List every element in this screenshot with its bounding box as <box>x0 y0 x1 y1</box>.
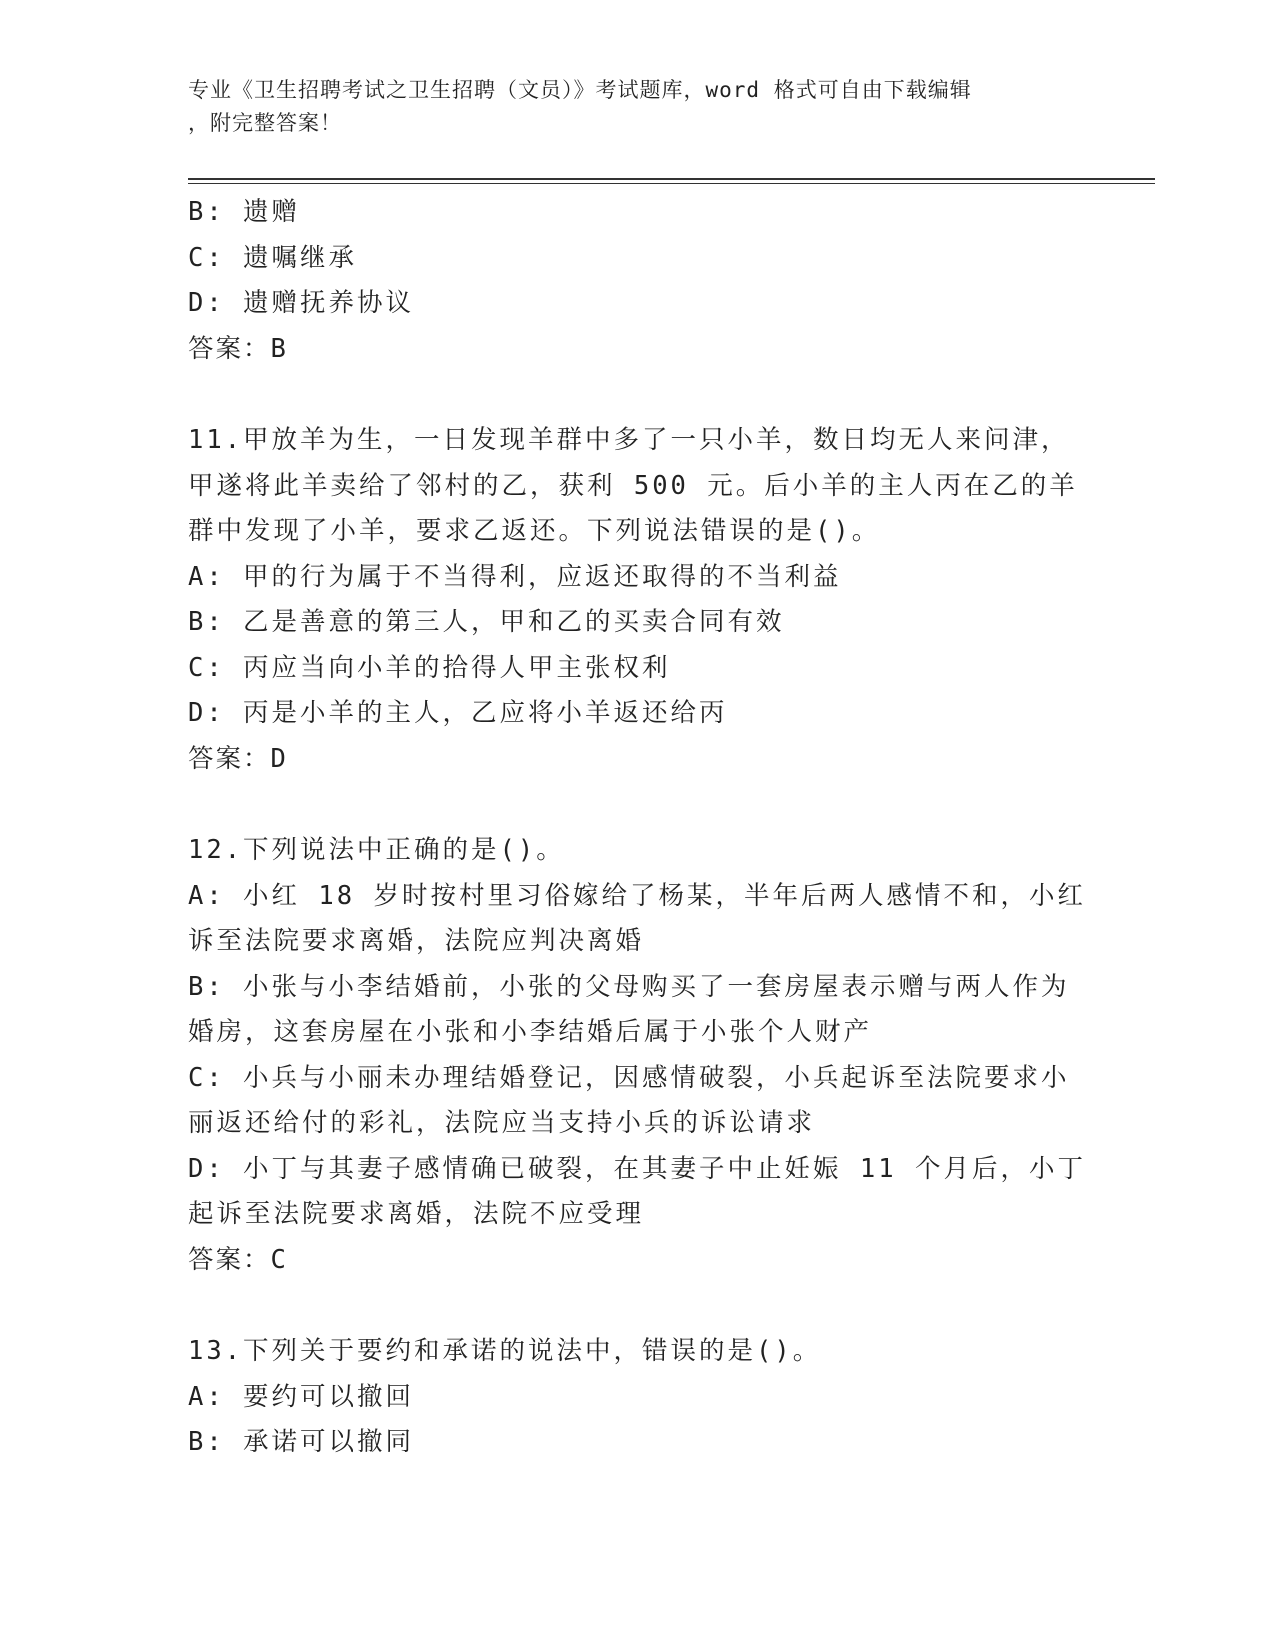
question-12-option-b-line-2: 婚房，这套房屋在小张和小李结婚后属于小张个人财产 <box>188 1017 873 1047</box>
spacer <box>188 372 1088 418</box>
spacer <box>188 1283 1088 1329</box>
question-13-block <box>188 1329 1088 1466</box>
question-11-option-c: C: 丙应当向小羊的拾得人甲主张权利 <box>188 652 671 683</box>
question-13-option-b: B: 承诺可以撤同 <box>188 1427 415 1457</box>
question-12-option-c-line-1: C: 小兵与小丽未办理结婚登记，因感情破裂，小兵起诉至法院要求小 <box>188 1062 1070 1093</box>
question-content <box>188 190 1088 1466</box>
document-header <box>188 74 1068 140</box>
header-line-2: ，附完整答案！ <box>188 111 342 135</box>
question-11-block <box>188 418 1088 782</box>
question-12-option-a-line-2: 诉至法院要求离婚，法院应判决离婚 <box>188 926 645 956</box>
question-11-stem-line-3: 群中发现了小羊，要求乙返还。下列说法错误的是()。 <box>188 516 881 546</box>
question-11-stem-line-2: 甲遂将此羊卖给了邻村的乙，获利 500 元。后小羊的主人丙在乙的羊 <box>188 470 1078 501</box>
option-b: B: 遗赠 <box>188 197 301 227</box>
question-12-block <box>188 828 1088 1283</box>
answer-line: 答案：B <box>188 333 288 364</box>
question-13-option-a: A: 要约可以撤回 <box>188 1381 415 1412</box>
question-11-option-a: A: 甲的行为属于不当得利，应返还取得的不当利益 <box>188 561 842 592</box>
option-c: C: 遗嘱继承 <box>188 242 358 273</box>
question-12-option-b-line-1: B: 小张与小李结婚前，小张的父母购买了一套房屋表示赠与两人作为 <box>188 971 1070 1002</box>
question-13-stem: 13.下列关于要约和承诺的说法中，错误的是()。 <box>188 1336 822 1366</box>
question-12-option-a-line-1: A: 小红 18 岁时按村里习俗嫁给了杨某，半年后两人感情不和，小红 <box>188 880 1086 911</box>
question-12-option-c-line-2: 丽返还给付的彩礼，法院应当支持小兵的诉讼请求 <box>188 1108 816 1138</box>
question-11-stem-line-1: 11.甲放羊为生，一日发现羊群中多了一只小羊，数日均无人来问津， <box>188 425 1070 455</box>
question-12-answer: 答案：C <box>188 1244 288 1275</box>
header-divider-thick <box>188 178 1155 180</box>
question-12-option-d-line-2: 起诉至法院要求离婚，法院不应受理 <box>188 1199 645 1229</box>
spacer <box>188 782 1088 828</box>
option-d: D: 遗赠抚养协议 <box>188 288 415 318</box>
question-11-answer: 答案：D <box>188 743 288 774</box>
question-11-option-d: D: 丙是小羊的主人，乙应将小羊返还给丙 <box>188 698 728 728</box>
question-12-stem: 12.下列说法中正确的是()。 <box>188 835 565 865</box>
header-line-1: 专业《卫生招聘考试之卫生招聘（文员）》考试题库，word 格式可自由下载编辑 <box>188 78 972 102</box>
prev-question-block <box>188 190 1088 372</box>
question-11-option-b: B: 乙是善意的第三人，甲和乙的买卖合同有效 <box>188 607 785 637</box>
question-12-option-d-line-1: D: 小丁与其妻子感情确已破裂，在其妻子中止妊娠 11 个月后，小丁 <box>188 1153 1086 1184</box>
header-divider-thin <box>188 183 1155 184</box>
